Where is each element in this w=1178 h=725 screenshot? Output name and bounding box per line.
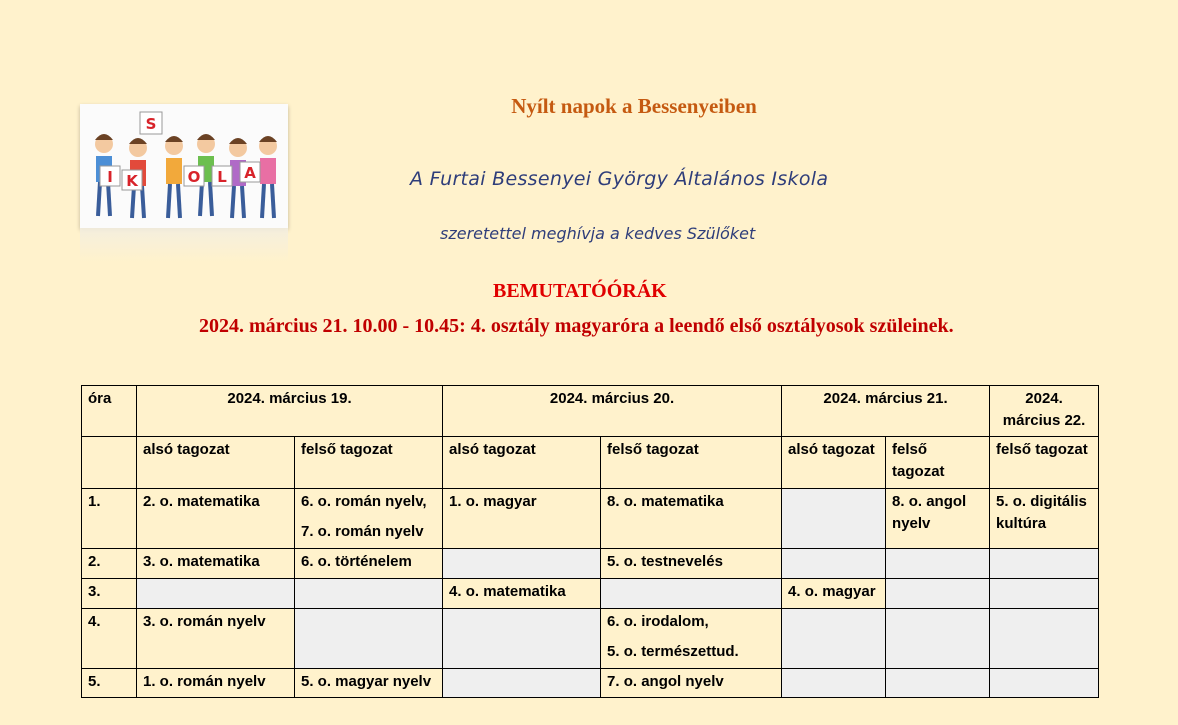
lesson-cell: [601, 549, 782, 579]
lesson-text: 1. o. magyar: [449, 493, 537, 510]
lesson-cell: [990, 669, 1099, 698]
lesson-cell: [443, 609, 601, 669]
table-row: [82, 579, 1099, 609]
subheader-lower: alsó tagozat: [782, 437, 886, 489]
lesson-text: 6. o. román nyelv,: [301, 493, 427, 510]
table-row: [82, 549, 1099, 579]
lesson-text: 5. o. magyar nyelv: [301, 673, 432, 690]
hour-cell: 4.: [82, 609, 137, 669]
lesson-text: 2. o. matematika: [143, 493, 260, 510]
lesson-cell: [601, 609, 782, 669]
lesson-cell: [601, 669, 782, 698]
lesson-cell: [137, 609, 295, 669]
lesson-text: 5. o. testnevelés: [607, 553, 723, 570]
lesson-cell: [443, 579, 601, 609]
table-subheader-row: [82, 437, 1099, 489]
lesson-text: 7. o. román nyelv: [301, 523, 424, 540]
lesson-cell: [782, 549, 886, 579]
table-row: [82, 669, 1099, 698]
lesson-cell: [295, 579, 443, 609]
lesson-text: 5. o. természettud.: [607, 643, 739, 660]
lesson-cell: [295, 549, 443, 579]
table-row: [82, 609, 1099, 669]
lesson-cell: [990, 579, 1099, 609]
subheader-upper: felső tagozat: [886, 437, 990, 489]
logo-letter-k: K: [126, 172, 138, 190]
lesson-text: 4. o. matematika: [449, 583, 566, 600]
lesson-cell: [886, 489, 990, 549]
header-day-3: 2024. március 21.: [782, 386, 990, 437]
lesson-cell: [990, 609, 1099, 669]
children-holding-letters-illustration: [80, 104, 288, 228]
lesson-cell: [295, 669, 443, 698]
lesson-cell: [990, 549, 1099, 579]
logo-letter-i: I: [107, 168, 113, 186]
lesson-cell: [443, 549, 601, 579]
logo-reflection: [80, 228, 288, 262]
lesson-cell: [443, 669, 601, 698]
table-row: [82, 489, 1099, 549]
lesson-cell: [782, 669, 886, 698]
hour-cell: 1.: [82, 489, 137, 549]
lesson-text: 8. o. angol nyelv: [892, 493, 967, 532]
subheader-empty: [82, 437, 137, 489]
lesson-text: 6. o. történelem: [301, 553, 412, 570]
lesson-text: 7. o. angol nyelv: [607, 673, 724, 690]
lesson-text: 8. o. matematika: [607, 493, 724, 510]
invitation-text: szeretettel meghívja a kedves Szülőket: [440, 224, 756, 243]
lesson-cell: [601, 579, 782, 609]
lesson-cell: [886, 609, 990, 669]
lesson-text: 3. o. román nyelv: [143, 613, 266, 630]
page-title: Nyílt napok a Bessenyeiben: [511, 94, 757, 118]
hour-cell: 5.: [82, 669, 137, 698]
subheader-lower: alsó tagozat: [137, 437, 295, 489]
lesson-cell: [137, 549, 295, 579]
lesson-cell: [295, 489, 443, 549]
school-name: A Furtai Bessenyei György Általános Iskola: [410, 168, 829, 190]
lesson-cell: [137, 579, 295, 609]
school-logo-image: [80, 104, 288, 228]
lesson-text: 5. o. digitális kultúra: [996, 493, 1087, 532]
lesson-cell: [295, 609, 443, 669]
schedule-table: [81, 385, 1099, 698]
lesson-cell: [990, 489, 1099, 549]
hour-cell: 3.: [82, 579, 137, 609]
lesson-cell: [886, 549, 990, 579]
lesson-cell: [137, 669, 295, 698]
logo-letter-o: O: [187, 168, 201, 186]
subheader-upper: felső tagozat: [990, 437, 1099, 489]
lesson-cell: [782, 489, 886, 549]
lesson-cell: [782, 609, 886, 669]
header-hour: óra: [82, 386, 137, 437]
subheader-upper: felső tagozat: [295, 437, 443, 489]
lesson-text: 6. o. irodalom,: [607, 613, 709, 630]
lesson-cell: [886, 579, 990, 609]
lesson-cell: [137, 489, 295, 549]
table-header-row: [82, 386, 1099, 437]
section-title: BEMUTATÓÓRÁK: [493, 280, 667, 302]
logo-letter-a: A: [244, 164, 256, 182]
lesson-cell: [782, 579, 886, 609]
header-day-1: 2024. március 19.: [137, 386, 443, 437]
header-day-4: 2024. március 22.: [990, 386, 1099, 437]
lesson-cell: [443, 489, 601, 549]
header-day-2: 2024. március 20.: [443, 386, 782, 437]
logo-letter-s: S: [145, 115, 157, 133]
lesson-cell: [886, 669, 990, 698]
lesson-cell: [601, 489, 782, 549]
subheader-upper: felső tagozat: [601, 437, 782, 489]
lesson-text: 1. o. román nyelv: [143, 673, 266, 690]
logo-letter-l: L: [217, 168, 227, 186]
special-lesson-note: 2024. március 21. 10.00 - 10.45: 4. osztály magyaróra a leendő első osztályosok szüleinek.: [199, 315, 954, 337]
subheader-lower: alsó tagozat: [443, 437, 601, 489]
lesson-text: 4. o. magyar: [788, 583, 876, 600]
lesson-text: 3. o. matematika: [143, 553, 260, 570]
hour-cell: 2.: [82, 549, 137, 579]
